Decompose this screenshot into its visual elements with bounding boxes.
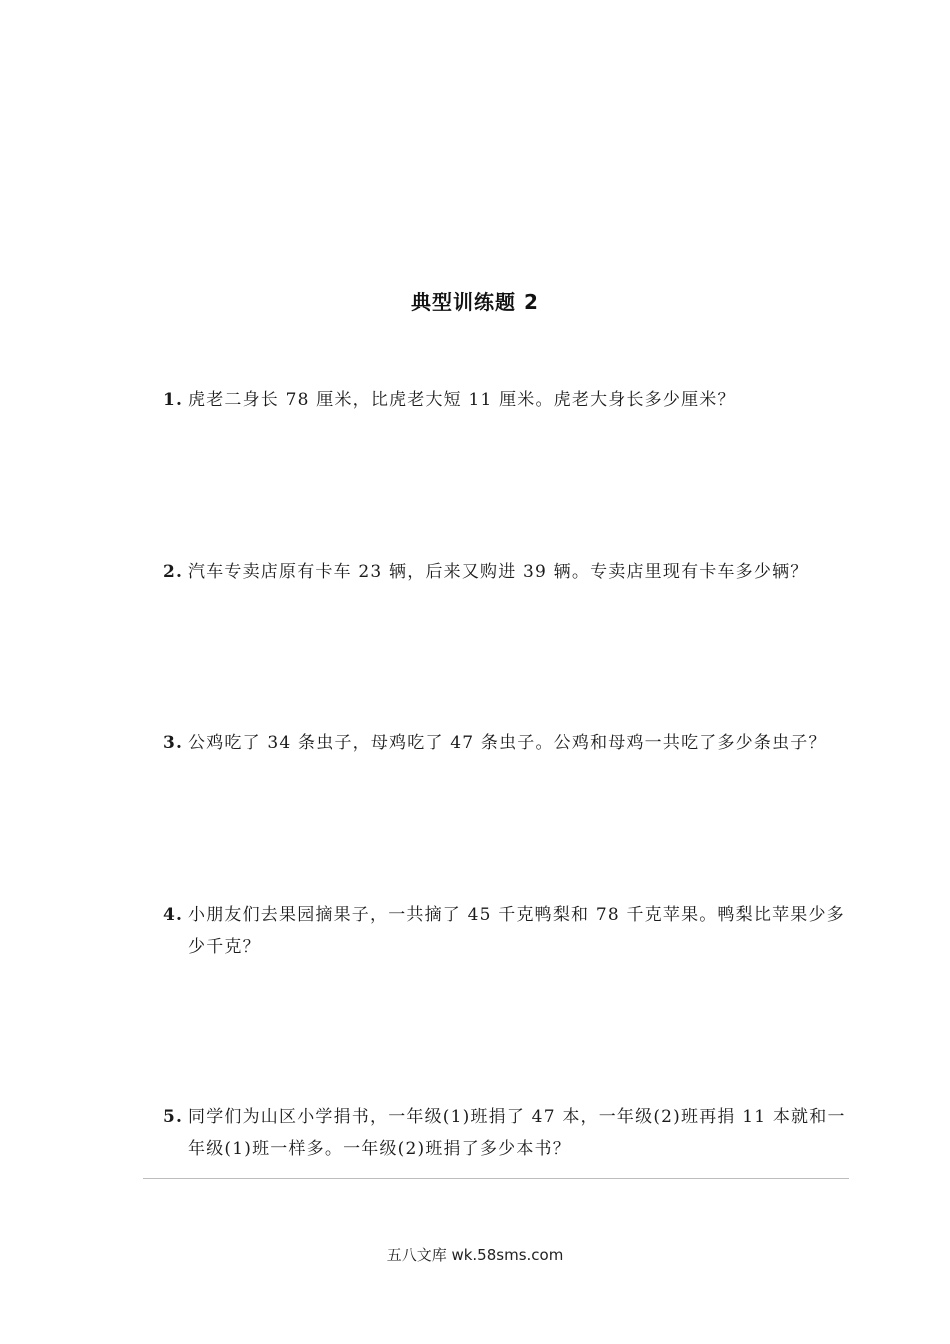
- question-1: [163, 384, 853, 416]
- question-number: 2.: [163, 562, 184, 582]
- question-4: [163, 899, 853, 963]
- question-number: 1.: [163, 390, 184, 410]
- question-text: 虎老二身长 78 厘米，比虎老大短 11 厘米。虎老大身长多少厘米？: [188, 390, 736, 410]
- question-text: 汽车专卖店原有卡车 23 辆，后来又购进 39 辆。专卖店里现有卡车多少辆？: [188, 562, 809, 582]
- page-title: 典型训练题 2: [411, 290, 539, 314]
- question-3: [163, 727, 853, 759]
- question-text: 小朋友们去果园摘果子，一共摘了 45 千克鸭梨和 78 千克苹果。鸭梨比苹果少多少千克？: [188, 905, 845, 957]
- question-text: 同学们为山区小学捐书，一年级(1)班捐了 47 本，一年级(2)班再捐 11 本就和一年级(1)班一样多。一年级(2)班捐了多少本书？: [188, 1107, 846, 1159]
- footer-watermark: 五八文库 wk.58sms.com: [386, 1246, 564, 1264]
- question-5: [163, 1101, 853, 1165]
- question-text: 公鸡吃了 34 条虫子，母鸡吃了 47 条虫子。公鸡和母鸡一共吃了多少条虫子？: [188, 733, 827, 753]
- question-number: 4.: [163, 905, 184, 925]
- question-number: 5.: [163, 1107, 184, 1127]
- question-2: [163, 556, 853, 588]
- footer-divider: [143, 1178, 849, 1179]
- question-number: 3.: [163, 733, 184, 753]
